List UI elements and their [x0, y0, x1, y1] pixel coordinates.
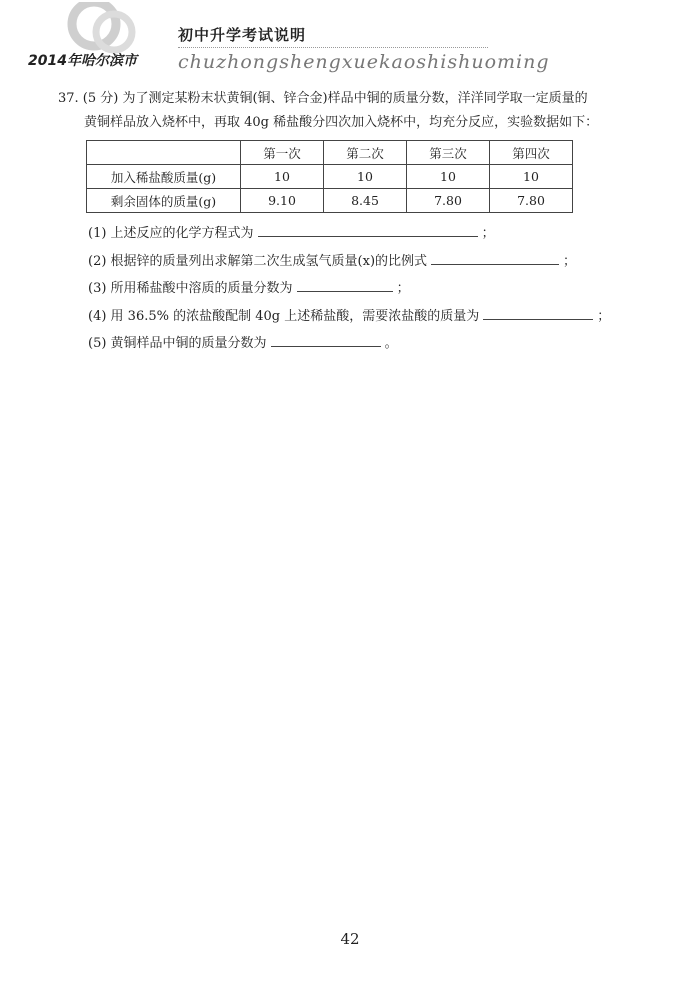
table-cell: 10 [241, 165, 324, 189]
answer-blank-5[interactable] [271, 332, 381, 347]
table-row-label: 剩余固体的质量(g) [87, 189, 241, 213]
sub-question-5 [88, 332, 398, 354]
sub-question-end: ； [396, 281, 410, 296]
table-header-row [87, 141, 573, 165]
sub-question-end: ； [597, 309, 611, 324]
answer-blank-1[interactable] [258, 222, 478, 237]
table-header-cell: 第二次 [324, 141, 407, 165]
sub-question-end: ； [563, 254, 577, 269]
sub-question-4 [88, 305, 610, 327]
sub-question-end: 。 [384, 336, 398, 351]
header-year-city: 2014年哈尔滨市 [28, 53, 137, 69]
sub-question-end: ； [481, 226, 495, 241]
table-cell: 8.45 [324, 189, 407, 213]
header-pinyin: chuzhongshengxuekaoshishuoming [178, 51, 550, 73]
table-header-cell: 第一次 [241, 141, 324, 165]
sub-question-text: (2) 根据锌的质量列出求解第二次生成氢气质量(x)的比例式 [88, 254, 428, 269]
answer-blank-4[interactable] [483, 305, 593, 320]
table-cell: 9.10 [241, 189, 324, 213]
sub-question-text: (3) 所用稀盐酸中溶质的质量分数为 [88, 281, 293, 296]
sub-question-2 [88, 250, 576, 272]
answer-blank-2[interactable] [431, 250, 559, 265]
sub-question-text: (4) 用 36.5% 的浓盐酸配制 40g 上述稀盐酸，需要浓盐酸的质量为 [88, 309, 480, 324]
table-row [87, 165, 573, 189]
table-cell: 7.80 [490, 189, 573, 213]
table-header-cell: 第三次 [407, 141, 490, 165]
table-row-label: 加入稀盐酸质量(g) [87, 165, 241, 189]
table-header-cell: 第四次 [490, 141, 573, 165]
table-header-cell [87, 141, 241, 165]
header-title: 初中升学考试说明 [178, 26, 307, 44]
sub-question-text: (1) 上述反应的化学方程式为 [88, 226, 254, 241]
sub-question-1 [88, 222, 495, 244]
table-cell: 7.80 [407, 189, 490, 213]
sub-question-text: (5) 黄铜样品中铜的质量分数为 [88, 336, 267, 351]
question-stem-line-1: 37. (5 分) 为了测定某粉末状黄铜(铜、锌合金)样品中铜的质量分数，洋洋同学取一定质量的 [58, 91, 588, 106]
page-number: 42 [340, 930, 360, 948]
header-divider [178, 47, 488, 48]
table-cell: 10 [407, 165, 490, 189]
question-stem-line-2: 黄铜样品放入烧杯中，再取 40g 稀盐酸分四次加入烧杯中，均充分反应，实验数据如下： [84, 115, 599, 130]
experiment-data-table [86, 140, 573, 213]
table-cell: 10 [324, 165, 407, 189]
table-row [87, 189, 573, 213]
answer-blank-3[interactable] [297, 277, 393, 292]
table-cell: 10 [490, 165, 573, 189]
sub-question-3 [88, 277, 410, 299]
